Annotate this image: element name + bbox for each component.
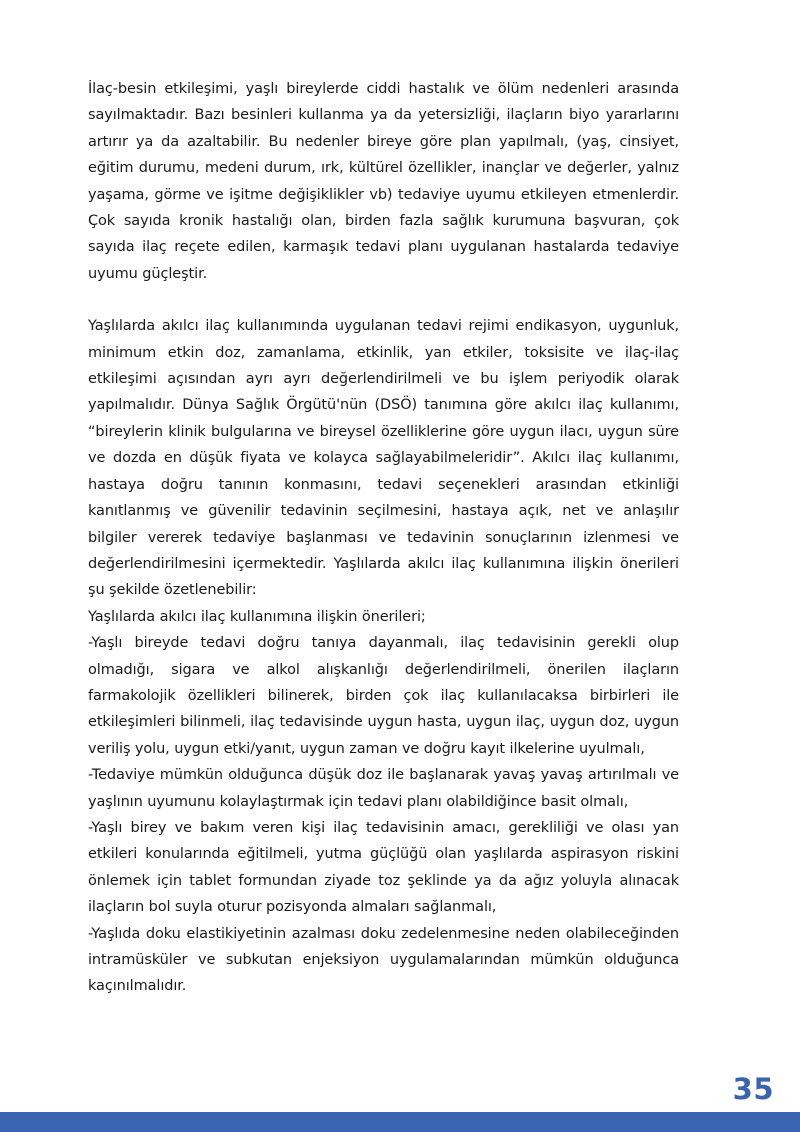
recommendation-item: -Yaşlıda doku elastikiyetinin azalması doku zedelenmesine neden olabileceğinden intramüsküler ve subkutan enjeksiyon uygulamalarından mümkün olduğunca kaçınılmalıdır.	[88, 925, 679, 995]
footer-bar	[0, 1112, 800, 1132]
recommendations-heading: Yaşlılarda akılcı ilaç kullanımına ilişkin önerileri;	[88, 608, 426, 625]
paragraph-drug-food-interaction: İlaç-besin etkileşimi, yaşlı bireylerde ciddi hastalık ve ölüm nedenleri arasında sayılmaktadır. Bazı besinleri kullanma ya da yetersizliği, ilaçların biyo yararlarını artırır ya da azaltabilir. Bu nedenler bireye göre plan yapılmalı, (yaş, cinsiyet, eğitim durumu, medeni durum, ırk, kültürel özellikler, inançlar ve değerler, yalnız yaşama, görme ve işitme değişiklikler vb) tedaviye uyumu etkileyen etmenlerdir. Çok sayıda kronik hastalığı olan, birden fazla sağlık kurumuna başvuran, çok sayıda ilaç reçete edilen, karmaşık tedavi planı uygulanan hastalarda tedaviye uyumu güçleştir.	[88, 81, 679, 282]
page-content	[88, 76, 679, 1000]
paragraph-rational-drug-use: Yaşlılarda akılcı ilaç kullanımında uygulanan tedavi rejimi endikasyon, uygunluk, minimum etkin doz, zamanlama, etkinlik, yan etkiler, toksisite ve ilaç-ilaç etkileşimi açısından ayrı ayrı değerlendirilmeli ve bu işlem periyodik olarak yapılmalıdır. Dünya Sağlık Örgütü'nün (DSÖ) tanımına göre akılcı ilaç kullanımı, “bireylerin klinik bulgularına ve bireysel özelliklerine göre uygun ilacı, uygun süre ve dozda en düşük fiyata ve kolayca sağlayabilmeleridir”. Akılcı ilaç kullanımı, hastaya doğru tanının konmasını, tedavi seçenekleri arasından etkinliği kanıtlanmış ve güvenilir tedavinin seçilmesini, hastaya açık, net ve anlaşılır bilgiler vererek tedaviye başlanması ve tedavinin sonuçlarının izlenmesi ve değerlendirilmesini içermektedir. Yaşlılarda akılcı ilaç kullanımına ilişkin önerileri şu şekilde özetlenebilir:	[88, 318, 679, 599]
recommendation-item: -Yaşlı bireyde tedavi doğru tanıya dayanmalı, ilaç tedavisinin gerekli olup olmadığı, sigara ve alkol alışkanlığı değerlendirilmeli, önerilen ilaçların farmakolojik özellikleri bilinerek, birden çok ilaç kullanılacaksa birbirleri ile etkileşimleri bilinmeli, ilaç tedavisinde uygun hasta, uygun ilaç, uygun doz, uygun veriliş yolu, uygun etki/yanıt, uygun zaman ve doğru kayıt ilkelerine uyulmalı,	[88, 635, 679, 757]
paragraph-spacer	[88, 287, 679, 313]
recommendation-item: -Tedaviye mümkün olduğunca düşük doz ile başlanarak yavaş yavaş artırılmalı ve yaşlının uyumunu kolaylaştırmak için tedavi planı olabildiğince basit olmalı,	[88, 767, 679, 810]
recommendation-item: -Yaşlı birey ve bakım veren kişi ilaç tedavisinin amacı, gerekliliği ve olası yan etkileri konularında eğitilmeli, yutma güçlüğü olan yaşlılarda aspirasyon riskini önlemek için tablet formundan ziyade toz şeklinde ya da ağız yoluyla alınacak ilaçların bol suyla oturur pozisyonda almaları sağlanmalı,	[88, 819, 679, 916]
page-number: 35	[732, 1072, 774, 1106]
